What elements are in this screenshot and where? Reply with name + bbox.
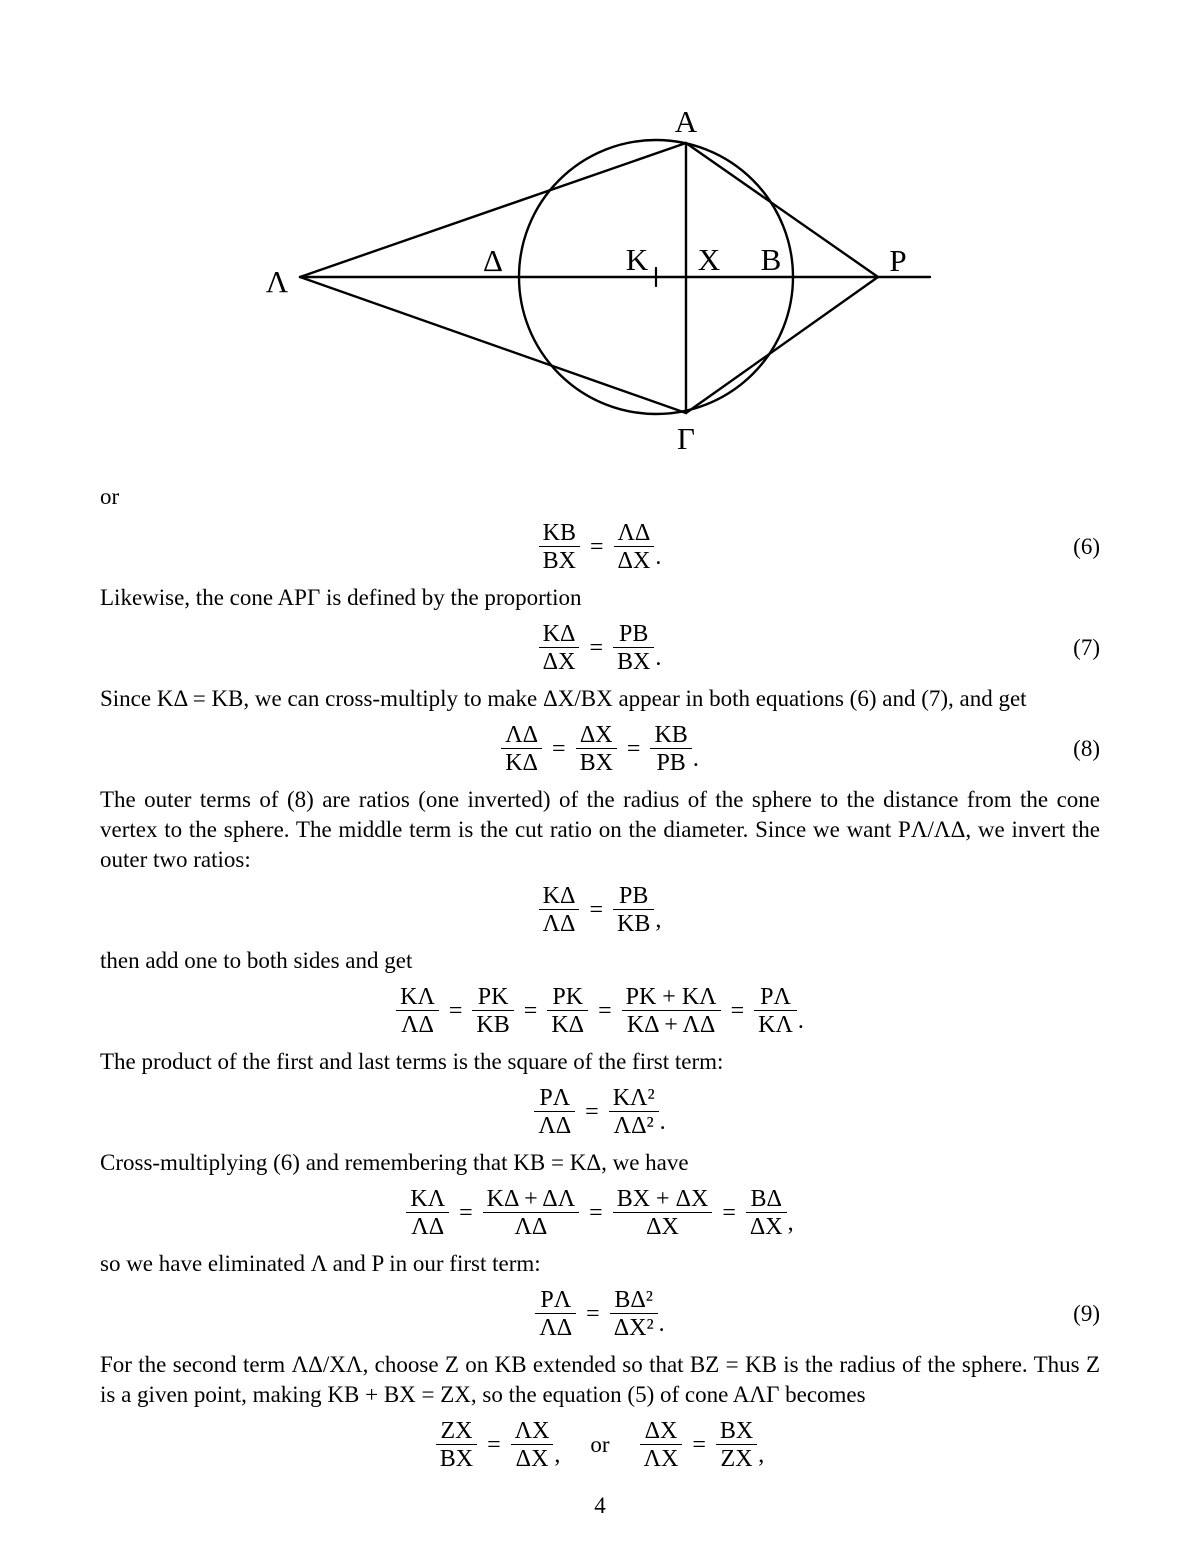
fraction-numerator: KB [650,723,691,749]
operator: = [589,534,604,560]
fraction-denominator: BX [439,1446,474,1472]
display-equation [100,521,1100,573]
fraction-numerator: ΛΔ [501,723,542,749]
equation-body [501,723,699,775]
fraction [535,1288,576,1340]
fraction-numerator: PΛ [535,1288,576,1314]
equation-body [534,1086,665,1138]
fraction [754,985,797,1037]
equation-body [539,622,662,674]
fraction-numerator: ΔX [576,723,617,749]
operator: = [523,998,538,1024]
label-A: A [674,104,698,139]
operator: = [626,736,641,762]
fraction [614,521,655,573]
fraction [640,1419,683,1471]
fraction-denominator: ΛΔ² [613,1113,654,1139]
fraction-denominator: KΛ [758,1012,793,1038]
fraction-denominator: BX [616,649,651,675]
equation-body [406,1187,793,1239]
fraction-numerator: BΔ [746,1187,787,1213]
label-B: B [760,242,782,277]
fraction [576,723,617,775]
fraction [613,622,654,674]
fraction-denominator: KB [476,1012,510,1038]
display-equation [100,723,1100,775]
display-equation [100,1288,1100,1340]
fraction-denominator: ΔX² [613,1315,654,1341]
equation-body [535,1288,664,1340]
operator: = [692,1432,706,1458]
equation-number: (7) [1073,635,1100,660]
fraction-denominator: ΛΔ [542,911,576,937]
paragraph: For the second term ΛΔ/XΛ, choose Z on KB extended so that BZ = KB is the radius of the sphere. Thus Z is a given point, making KB + BX = ZX, so the equation (5) of cone AΛΓ becomes [100,1352,1100,1407]
cone-edge-Lambda-Gamma [300,277,686,413]
fraction-numerator: KΛ² [609,1086,659,1112]
document-body [100,462,1100,1471]
fraction [396,985,439,1037]
fraction-numerator: BX [716,1419,757,1445]
equation-punctuation: , [758,1441,765,1468]
fraction [539,521,580,573]
equation-body [539,884,662,936]
page-number: 4 [594,1493,606,1518]
fraction-denominator: ΛΔ [539,1315,573,1341]
fraction-numerator: ΛΔ [614,521,655,547]
paragraph: or [100,484,120,509]
equation-body [396,985,804,1037]
fraction-denominator: ΛΔ [411,1214,445,1240]
fraction [613,884,654,936]
fraction-numerator: KΔ [539,884,580,910]
display-equation [100,622,1100,674]
fraction-numerator: KΔ [539,622,580,648]
display-equation [100,884,1100,936]
fraction [483,1187,580,1239]
operator: = [552,736,566,762]
paragraph: Since KΔ = KB, we can cross-multiply to make ΔX/BX appear in both equations (6) and (7), and get [100,686,1027,711]
fraction-numerator: PB [613,622,654,648]
fraction-denominator: KB [617,911,651,937]
label-Delta: Δ [483,243,503,278]
fraction [539,622,580,674]
operator: = [589,635,603,661]
label-Gamma: Γ [677,421,695,456]
equation-punctuation: . [692,745,699,772]
display-equation [100,985,1100,1037]
fraction [609,1086,659,1138]
label-Lambda: Λ [265,264,289,299]
fraction [610,1288,658,1340]
paragraph: so we have eliminated Λ and P in our first term: [100,1251,541,1276]
display-equation [100,1419,1100,1471]
fraction-numerator: PK + KΛ [622,985,721,1011]
fraction-numerator: KΛ [396,985,439,1011]
operator: = [598,998,612,1024]
fraction-numerator: BΔ² [610,1288,658,1314]
equation-body [539,521,662,573]
operator: = [730,998,745,1024]
fraction [547,985,588,1037]
fraction-denominator: ΔX [542,649,576,675]
fraction-denominator: ΛΔ [538,1113,572,1139]
equation-punctuation: , [787,1209,794,1236]
fraction [622,985,721,1037]
fraction-denominator: ΔX [749,1214,783,1240]
fraction [716,1419,757,1471]
label-X: X [697,242,721,277]
fraction [539,884,580,936]
display-equation [100,1187,1100,1239]
fraction-denominator: BX [542,548,576,574]
fraction-numerator: ΔX [640,1419,683,1445]
operator: = [487,1432,501,1458]
fraction [436,1419,477,1471]
operator: = [585,1099,599,1125]
fraction-numerator: PK [547,985,588,1011]
fraction-denominator: ΛX [643,1446,679,1472]
fraction-numerator: BX + ΔX [613,1187,713,1213]
fraction-denominator: KΔ + ΛΔ [626,1012,716,1038]
fraction-numerator: ZX [436,1419,477,1445]
equation-punctuation: . [658,1310,665,1337]
fraction-numerator: KΔ + ΔΛ [483,1187,580,1213]
operator: = [589,897,604,923]
operator: = [722,1200,736,1226]
fraction [650,723,691,775]
fraction [406,1187,449,1239]
connective-word: or [590,1432,610,1457]
fraction-denominator: ΛΔ [401,1012,434,1038]
fraction-denominator: ΔX [515,1446,549,1472]
equation-body [436,1419,764,1471]
fraction-denominator: BX [579,750,613,776]
paragraph: Cross-multiplying (6) and remembering that KB = KΔ, we have [100,1150,689,1175]
fraction-numerator: PB [613,884,654,910]
paragraph: The outer terms of (8) are ratios (one inverted) of the radius of the sphere to the distance from the cone vertex to the sphere. The middle term is the cut ratio on the diameter. Since we want PΛ/ΛΔ, we invert the outer two ratios: [100,787,1100,872]
equation-punctuation: , [554,1441,561,1468]
fraction-denominator: ΛΔ [514,1214,548,1240]
operator: = [459,1200,473,1226]
fraction [613,1187,713,1239]
fraction-numerator: ΛX [511,1419,554,1445]
equation-punctuation: . [655,543,662,570]
fraction-numerator: KΛ [406,1187,449,1213]
equation-number: (9) [1073,1301,1100,1326]
cone-edge-Gamma-P [686,277,878,413]
fraction [511,1419,554,1471]
operator: = [586,1301,600,1327]
fraction-numerator: KB [539,521,580,547]
fraction-denominator: ΔX [646,1214,679,1240]
fraction [472,985,513,1037]
paragraph: The product of the first and last terms is the square of the first term: [100,1049,724,1074]
fraction [501,723,542,775]
equation-number: (8) [1073,736,1100,761]
fraction-denominator: KΔ [551,1012,585,1038]
equation-punctuation: . [659,1108,666,1135]
cone-sphere-diagram [0,0,1200,462]
fraction-denominator: PB [656,750,686,776]
operator: = [448,998,463,1024]
operator: = [589,1200,603,1226]
fraction-denominator: ZX [720,1446,753,1472]
equation-punctuation: , [655,906,662,933]
label-P: P [889,243,907,278]
equation-punctuation: . [797,1007,804,1034]
equation-number: (6) [1073,534,1100,559]
fraction-numerator: PΛ [754,985,797,1011]
display-equation [100,1086,1100,1138]
fraction-denominator: KΔ [505,750,538,776]
paragraph: Likewise, the cone APΓ is defined by the proportion [100,585,582,610]
fraction [746,1187,787,1239]
fraction-numerator: PΛ [534,1086,575,1112]
label-K: K [625,242,649,277]
paragraph: then add one to both sides and get [100,948,413,973]
fraction-numerator: PK [472,985,513,1011]
fraction [534,1086,575,1138]
equation-punctuation: . [655,644,662,671]
fraction-denominator: ΔX [617,548,651,574]
